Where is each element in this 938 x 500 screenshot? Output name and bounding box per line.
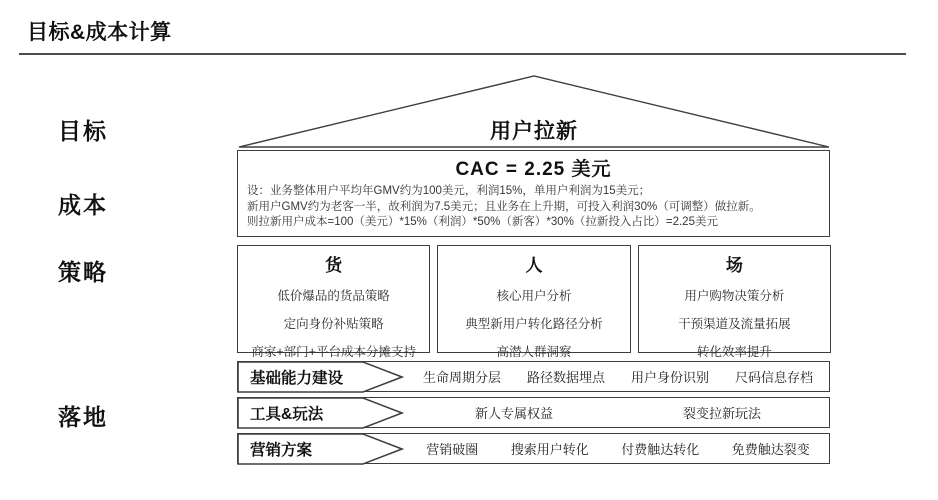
strategy-item: 核心用户分析 — [496, 289, 572, 303]
strategy-box-title: 场 — [725, 256, 743, 275]
cost-box — [237, 150, 830, 237]
exec-item: 尺码信息存档 — [734, 370, 813, 385]
cost-assumption-line: 设：业务整体用户平均年GMV约为100美元，利润15%，单用户利润为15美元； — [247, 185, 651, 197]
cac-headline: CAC = 2.25 美元 — [455, 159, 612, 180]
exec-row-label: 营销方案 — [250, 441, 313, 459]
cost-assumptions — [247, 184, 821, 231]
strategy-box-title: 货 — [325, 256, 343, 275]
goal-label: 用户拉新 — [490, 120, 578, 143]
page-title: 目标&成本计算 — [27, 21, 172, 44]
goal-roof — [237, 74, 831, 149]
exec-item: 裂变拉新玩法 — [682, 406, 761, 421]
title-divider — [19, 53, 906, 55]
cost-assumption-line: 则拉新用户成本=100（美元）*15%（利润）*50%（新客）*30%（拉新投入占比）=2.25美元 — [247, 216, 718, 228]
strategy-item: 典型新用户转化路径分析 — [465, 317, 603, 331]
side-label-cost: 成本 — [58, 192, 108, 218]
exec-row-items — [410, 362, 826, 391]
strategy-item: 用户购物决策分析 — [684, 289, 785, 303]
exec-row-label: 基础能力建设 — [250, 369, 344, 387]
strategy-box-goods — [237, 245, 430, 359]
strategy-section — [237, 245, 831, 359]
exec-item: 用户身份识别 — [630, 370, 709, 385]
exec-item: 路径数据埋点 — [526, 370, 605, 385]
strategy-item: 高潜人群洞察 — [496, 345, 572, 359]
exec-row-label: 工具&玩法 — [250, 405, 324, 423]
exec-row-marketing — [237, 433, 830, 464]
exec-row-tools — [237, 397, 830, 428]
strategy-item: 定向身份补贴策略 — [283, 317, 384, 331]
exec-item: 生命周期分层 — [422, 370, 501, 385]
strategy-item: 转化效率提升 — [696, 345, 772, 359]
exec-row-items — [410, 398, 826, 427]
strategy-item: 商家+部门+平台成本分摊支持 — [251, 345, 416, 359]
side-label-goal: 目标 — [58, 118, 108, 144]
strategy-box-scene — [638, 245, 831, 359]
exec-item: 搜索用户转化 — [510, 442, 589, 457]
exec-item: 付费触达转化 — [621, 442, 700, 457]
exec-row-capabilities — [237, 361, 830, 392]
exec-item: 免费触达裂变 — [731, 442, 810, 457]
side-label-strategy: 策略 — [58, 259, 108, 285]
strategy-item: 低价爆品的货品策略 — [277, 289, 390, 303]
strategy-box-people — [437, 245, 630, 359]
exec-item: 营销破圈 — [426, 442, 479, 457]
strategy-box-title: 人 — [525, 256, 543, 275]
strategy-item: 干预渠道及流量拓展 — [678, 317, 791, 331]
cost-assumption-line: 新用户GMV约为老客一半，故利润为7.5美元；且业务在上升期，可投入利润30%（可调整）做拉新。 — [247, 200, 761, 213]
exec-row-items — [410, 434, 826, 463]
exec-item: 新人专属权益 — [474, 406, 553, 421]
side-label-execution: 落地 — [58, 404, 108, 430]
